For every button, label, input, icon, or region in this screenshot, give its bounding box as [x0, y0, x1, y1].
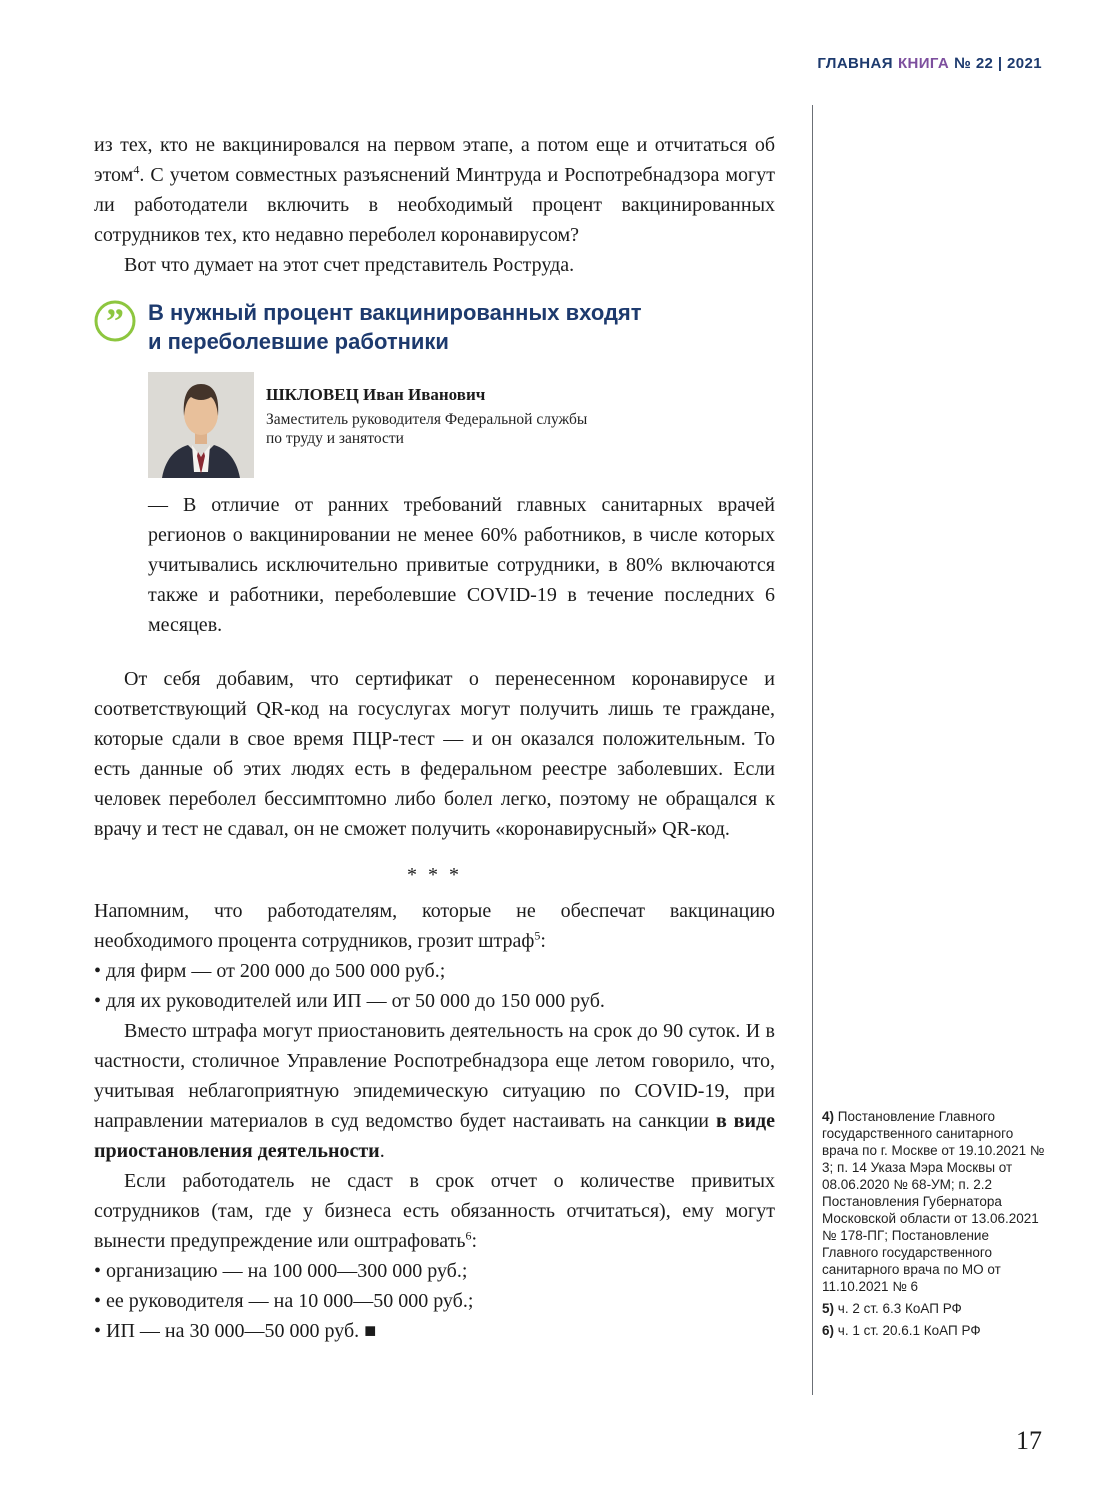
- paragraph-fines-intro: [94, 896, 775, 956]
- bullet-item: [94, 1286, 775, 1316]
- expert-portrait-illustration: [148, 372, 254, 478]
- paragraph-commentary: От себя добавим, что сертификат о перенесенном коронавирусе и соответствующий QR-код на госуслугах могут получить лишь те граждане, которые сдали в свое время ПЦР-тест — и он оказался положительным. То есть данные об этих людях есть в федеральном реестре заболевших. Если человек переболел бессимптомно либо болел легко, поэтому не обращался к врачу и тест не сдавал, он не сможет получить «коронавирусный» QR-код.: [94, 668, 775, 840]
- expert-job-title-line2: по труду и занятости: [266, 430, 404, 447]
- footnote-reference: 6: [465, 1228, 472, 1243]
- footnote-4-text: Постановление Главного государственного санитарного врача по г. Москве от 19.10.2021 № 3; п. 14 Указа Мэра Москвы от 08.06.2020 № 68-УМ; п. 2.2 Постановления Губернатора Московской области от 13.06.2021 № 178-ПГ; Постановление Главного государственного санитарного врача по МО от 11.10.2021 № 6: [822, 1109, 1045, 1294]
- quote-heading-line1: В нужный процент вакцинированных входят: [148, 300, 642, 325]
- text-segment: Если работодатель не сдаст в срок отчет о количестве привитых сотрудников (там, где у бизнеса есть обязанность отчитаться), ему могут вынести предупреждение или оштрафовать: [94, 1170, 775, 1252]
- paragraph-intro: [94, 130, 775, 250]
- bullet-marker: •: [94, 1260, 102, 1282]
- page-header: [817, 55, 1042, 72]
- bullet-item: [94, 986, 775, 1016]
- expert-job-title-line1: Заместитель руководителя Федеральной службы: [266, 411, 588, 428]
- bullet-item: [94, 1316, 775, 1346]
- paragraph-suspension: [94, 1016, 775, 1166]
- footnote-reference: 4: [133, 162, 140, 177]
- footnote-4: [822, 1108, 1048, 1295]
- expert-quote-block: [94, 298, 775, 640]
- text-segment: из тех, кто не вакцинировался на первом этапе, а потом еще и отчитаться об этом: [94, 134, 775, 186]
- quote-text: — В отличие от ранних требований главных санитарных врачей регионов о вакцинировании не менее 60% работников, в числе которых учитывались исключительно привитые сотрудники, в 80% включаются также и работники, переболевшие COVID-19 в течение последних 6 месяцев.: [148, 494, 775, 636]
- footnote-6: [822, 1322, 1048, 1339]
- magazine-title-part2: КНИГА: [897, 55, 950, 72]
- text-segment: :: [540, 930, 546, 952]
- svg-text:”: ”: [106, 301, 124, 341]
- article-body: [94, 130, 775, 1346]
- footnote-6-text: ч. 1 ст. 20.6.1 КоАП РФ: [837, 1323, 981, 1338]
- text-segment: .: [379, 1140, 385, 1162]
- text-segment: Напомним, что работодателям, которые не обеспечат вакцинацию необходимого процента сотрудников, грозит штраф: [94, 900, 775, 952]
- expert-card: [148, 372, 775, 478]
- fines-list-1: [94, 956, 775, 1016]
- footnote-4-number: 4): [822, 1109, 835, 1124]
- quote-icon-svg: [94, 300, 136, 342]
- bullet-marker: •: [94, 1320, 102, 1342]
- bullet-marker: •: [94, 1290, 102, 1312]
- issue-number: № 22 | 2021: [954, 55, 1042, 72]
- footnote-5-number: 5): [822, 1301, 835, 1316]
- fines-list-2: [94, 1256, 775, 1346]
- text-segment: :: [471, 1230, 478, 1252]
- column-divider-line: [812, 105, 813, 1395]
- bullet-text: ИП — на 30 000—50 000 руб. ■: [101, 1320, 377, 1342]
- quote-icon: [94, 300, 136, 342]
- magazine-title-part1: ГЛАВНАЯ: [817, 55, 893, 72]
- footnote-reference: 5: [534, 928, 541, 943]
- text-segment: в виде приостановления деятельности: [94, 1110, 775, 1162]
- bullet-text: для их руководителей или ИП — от 50 000 до 150 000 руб.: [101, 990, 605, 1012]
- footnote-6-number: 6): [822, 1323, 835, 1338]
- paragraph-lead-in: Вот что думает на этот счет представитель Роструда.: [124, 254, 575, 276]
- footnotes-sidebar: [822, 1108, 1048, 1344]
- bullet-item: [94, 1256, 775, 1286]
- quote-heading: [148, 298, 775, 356]
- bullet-text: ее руководителя — на 10 000—50 000 руб.;: [101, 1290, 474, 1312]
- section-separator: * * *: [407, 864, 462, 886]
- quote-heading-line2: и переболевшие работники: [148, 329, 449, 354]
- text-segment: Вместо штрафа могут приостановить деятельность на срок до 90 суток. И в частности, столичное Управление Роспотребнадзора еще летом говорило, что, учитывая неблагоприятную эпидемическую ситуацию по COVID-19, при направлении материалов в суд ведомство будет настаивать на санкции: [94, 1020, 775, 1132]
- footnote-5: [822, 1300, 1048, 1317]
- paragraph-report-fines-intro: [94, 1166, 775, 1256]
- bullet-text: организацию — на 100 000—300 000 руб.;: [101, 1260, 468, 1282]
- footnote-5-text: ч. 2 ст. 6.3 КоАП РФ: [837, 1301, 962, 1316]
- bullet-item: [94, 956, 775, 986]
- expert-job-title: [266, 410, 587, 448]
- expert-info: [266, 372, 587, 478]
- bullet-marker: •: [94, 960, 102, 982]
- expert-photo: [148, 372, 254, 478]
- text-segment: . С учетом совместных разъяснений Минтруда и Роспотребнадзора могут ли работодатели включить в необходимый процент вакцинированных сотрудников тех, кто недавно переболел коронавирусом?: [94, 164, 775, 246]
- expert-name: ШКЛОВЕЦ Иван Иванович: [266, 385, 486, 404]
- page-number: 17: [1016, 1426, 1042, 1455]
- bullet-text: для фирм — от 200 000 до 500 000 руб.;: [101, 960, 446, 982]
- bullet-marker: •: [94, 990, 102, 1012]
